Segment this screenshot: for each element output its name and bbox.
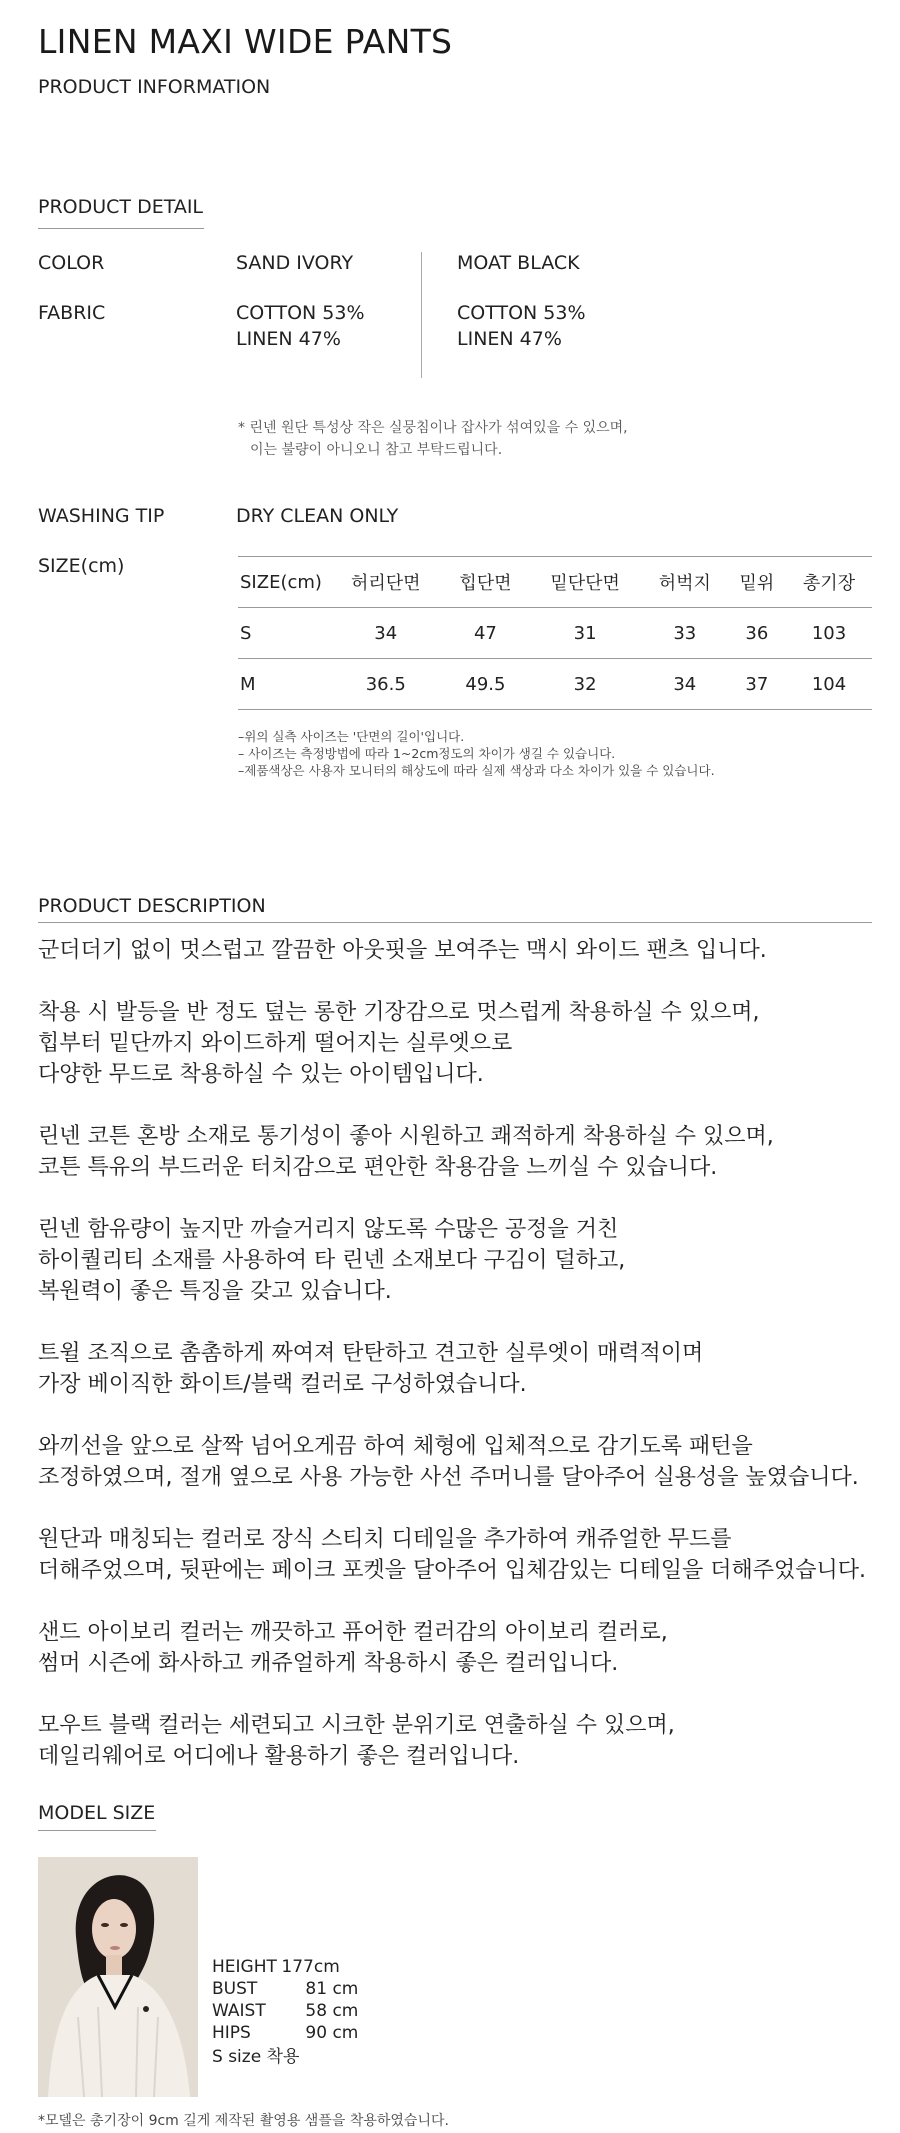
table-row xyxy=(238,659,872,710)
description-paragraph: 린넨 함유량이 높지만 까슬거리지 않도록 수많은 공정을 거친 하이퀄리티 소재를 사용하여 타 린넨 소재보다 구김이 덜하고, 복원력이 좋은 특징을 갖고 있습니다. xyxy=(38,1217,626,1304)
size-note: –제품색상은 사용자 모니터의 해상도에 따라 실제 색상과 다소 차이가 있을 수 있습니다. xyxy=(238,763,715,778)
linen-note-line: * 린넨 원단 특성상 작은 실뭉침이나 잡사가 섞여있을 수 있으며, xyxy=(238,420,628,436)
size-table-header: 밑위 xyxy=(728,557,786,608)
table-cell: 32 xyxy=(528,659,641,710)
table-cell: 31 xyxy=(528,608,641,659)
table-cell: 103 xyxy=(786,608,872,659)
description-paragraph: 군더더기 없이 멋스럽고 깔끔한 아웃핏을 보여주는 맥시 와이드 팬츠 입니다. xyxy=(38,938,767,963)
size-notes xyxy=(238,728,715,779)
spec-value: 58 cm xyxy=(305,2001,359,2021)
spec-label: HEIGHT xyxy=(212,1957,277,1977)
model-spec-row xyxy=(212,2000,358,2022)
description-paragraph: 샌드 아이보리 컬러는 깨끗하고 퓨어한 컬러감의 아이보리 컬러로, 썸머 시즌에 화사하고 캐쥬얼하게 착용하시 좋은 컬러입니다. xyxy=(38,1620,668,1676)
linen-note-line: 이는 불량이 아니오니 참고 부탁드립니다. xyxy=(250,442,503,458)
spec-value: 177cm xyxy=(281,1957,340,1977)
size-note: – 사이즈는 측정방법에 따라 1~2cm정도의 차이가 생길 수 있습니다. xyxy=(238,746,616,761)
spec-label: HIPS xyxy=(212,2023,251,2043)
table-cell: M xyxy=(238,659,329,710)
size-note: –위의 실측 사이즈는 '단면의 길이'입니다. xyxy=(238,729,465,744)
description-paragraph: 모우트 블랙 컬러는 세련되고 시크한 분위기로 연출하실 수 있으며, 데일리웨어로 어디에나 활용하기 좋은 컬러입니다. xyxy=(38,1713,675,1769)
size-table-header: 총기장 xyxy=(786,557,872,608)
variant-divider xyxy=(421,252,422,378)
description-paragraph: 착용 시 발등을 반 정도 덮는 롱한 기장감으로 멋스럽게 착용하실 수 있으며, 힙부터 밑단까지 와이드하게 떨어지는 실루엣으로 다양한 무드로 착용하실 수 있는 아이템입니다. xyxy=(38,1000,760,1087)
table-row xyxy=(238,608,872,659)
color-sand-ivory: SAND IVORY xyxy=(236,252,354,274)
table-cell: 36.5 xyxy=(329,659,442,710)
table-cell: 34 xyxy=(642,659,728,710)
fabric-line-cotton: COTTON 53% xyxy=(457,302,586,324)
size-table-header: SIZE(cm) xyxy=(238,557,329,608)
model-photo xyxy=(38,1857,198,2097)
size-table-header: 허벅지 xyxy=(642,557,728,608)
description-paragraph: 와끼선을 앞으로 살짝 넘어오게끔 하여 체형에 입체적으로 감기도록 패턴을 조정하였으며, 절개 옆으로 사용 가능한 사선 주머니를 달아주어 실용성을 높였습니다. xyxy=(38,1434,859,1490)
product-title: LINEN MAXI WIDE PANTS xyxy=(38,22,453,61)
spec-label: BUST xyxy=(212,1979,258,1999)
fabric-sand-ivory xyxy=(236,300,365,352)
spec-value: 90 cm xyxy=(305,2023,359,2043)
model-specs xyxy=(212,1956,358,2068)
model-spec-row xyxy=(212,1978,358,2000)
fabric-line-linen: LINEN 47% xyxy=(236,328,341,350)
size-table xyxy=(238,556,872,710)
size-table-header-row xyxy=(238,557,872,608)
color-label: COLOR xyxy=(38,252,105,274)
description-paragraph: 린넨 코튼 혼방 소재로 통기성이 좋아 시원하고 쾌적하게 착용하실 수 있으며, 코튼 특유의 부드러운 터치감으로 편안한 착용감을 느끼실 수 있습니다. xyxy=(38,1124,774,1180)
table-cell: 104 xyxy=(786,659,872,710)
size-table-header: 밑단단면 xyxy=(528,557,641,608)
table-cell: 37 xyxy=(728,659,786,710)
model-fit-size: S size 착용 xyxy=(212,2047,300,2067)
fabric-moat-black xyxy=(457,300,586,352)
table-cell: 49.5 xyxy=(442,659,528,710)
model-size-heading: MODEL SIZE xyxy=(38,1802,156,1824)
linen-note xyxy=(238,417,628,461)
product-detail-heading: PRODUCT DETAIL xyxy=(38,196,204,218)
spec-value: 81 cm xyxy=(305,1979,359,1999)
model-footnote: *모델은 총기장이 9cm 길게 제작된 촬영용 샘플을 착용하였습니다. xyxy=(38,2113,449,2129)
size-table-header: 허리단면 xyxy=(329,557,442,608)
product-detail-underline xyxy=(38,228,204,229)
fabric-line-linen: LINEN 47% xyxy=(457,328,562,350)
product-description-underline xyxy=(38,922,872,923)
table-cell: S xyxy=(238,608,329,659)
washing-tip-value: DRY CLEAN ONLY xyxy=(236,505,399,527)
description-paragraph: 트윌 조직으로 촘촘하게 짜여져 탄탄하고 견고한 실루엣이 매력적이며 가장 베이직한 화이트/블랙 컬러로 구성하였습니다. xyxy=(38,1341,704,1397)
fabric-line-cotton: COTTON 53% xyxy=(236,302,365,324)
spec-label: WAIST xyxy=(212,2001,266,2021)
size-table-header: 힙단면 xyxy=(442,557,528,608)
table-cell: 34 xyxy=(329,608,442,659)
table-cell: 36 xyxy=(728,608,786,659)
model-spec-row xyxy=(212,1956,358,1978)
washing-tip-label: WASHING TIP xyxy=(38,505,165,527)
table-cell: 33 xyxy=(642,608,728,659)
product-description-heading: PRODUCT DESCRIPTION xyxy=(38,895,266,917)
color-moat-black: MOAT BLACK xyxy=(457,252,580,274)
model-spec-row xyxy=(212,2022,358,2044)
size-label: SIZE(cm) xyxy=(38,555,125,577)
model-size-underline xyxy=(38,1830,156,1831)
product-description-body xyxy=(38,935,888,1803)
table-cell: 47 xyxy=(442,608,528,659)
description-paragraph: 원단과 매칭되는 컬러로 장식 스티치 디테일을 추가하여 캐쥬얼한 무드를 더해주었으며, 뒷판에는 페이크 포켓을 달아주어 입체감있는 디테일을 더해주었습니다. xyxy=(38,1527,867,1583)
product-information-label: PRODUCT INFORMATION xyxy=(38,76,271,98)
model-photo-illustration xyxy=(38,1857,198,2097)
fabric-label: FABRIC xyxy=(38,302,106,324)
